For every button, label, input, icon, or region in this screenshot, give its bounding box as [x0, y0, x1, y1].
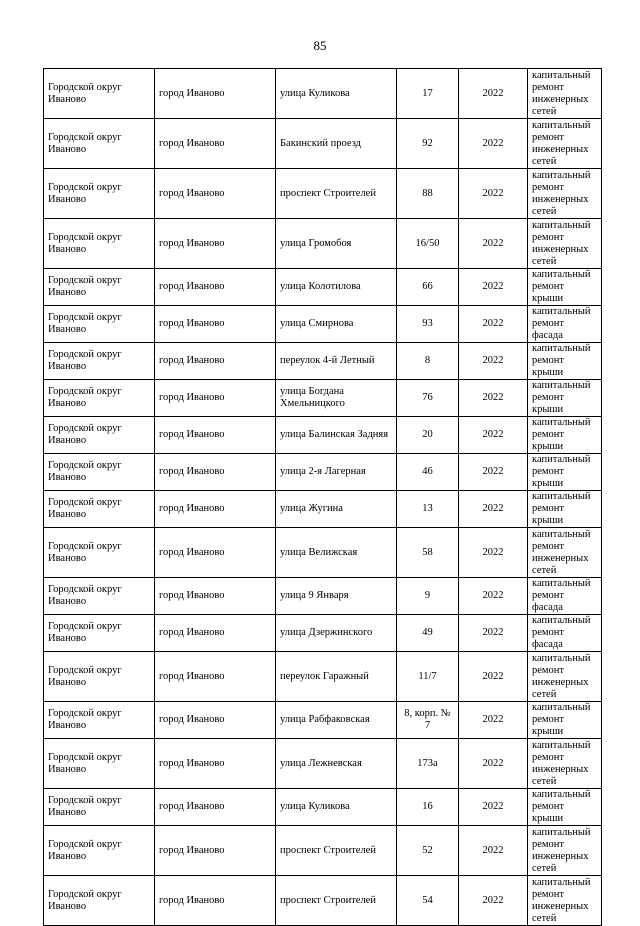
year-cell: 2022: [459, 826, 528, 876]
house-number-cell: 16/50: [397, 219, 459, 269]
street-cell: улица Жугина: [276, 491, 397, 528]
work-type-cell: капитальный ремонт крыши: [528, 702, 602, 739]
settlement-cell: город Иваново: [155, 417, 276, 454]
work-type-cell: капитальный ремонт крыши: [528, 491, 602, 528]
work-type-cell: капитальный ремонт инженерных сетей: [528, 169, 602, 219]
table-row: [44, 578, 602, 615]
house-number-cell: 9: [397, 578, 459, 615]
settlement-cell: город Иваново: [155, 119, 276, 169]
street-cell: улица Куликова: [276, 69, 397, 119]
year-cell: 2022: [459, 417, 528, 454]
house-number-cell: 11/7: [397, 652, 459, 702]
work-type-cell: капитальный ремонт инженерных сетей: [528, 652, 602, 702]
year-cell: 2022: [459, 343, 528, 380]
street-cell: улица Колотилова: [276, 269, 397, 306]
house-number-cell: 58: [397, 528, 459, 578]
municipality-cell: Городской округ Иваново: [44, 219, 155, 269]
work-type-cell: капитальный ремонт крыши: [528, 343, 602, 380]
table-row: [44, 826, 602, 876]
house-number-cell: 17: [397, 69, 459, 119]
house-number-cell: 49: [397, 615, 459, 652]
page-number: 85: [313, 38, 327, 53]
table-row: [44, 739, 602, 789]
municipality-cell: Городской округ Иваново: [44, 380, 155, 417]
table-row: [44, 876, 602, 926]
year-cell: 2022: [459, 789, 528, 826]
street-cell: улица Куликова: [276, 789, 397, 826]
work-type-cell: капитальный ремонт инженерных сетей: [528, 69, 602, 119]
street-cell: улица 9 Января: [276, 578, 397, 615]
settlement-cell: город Иваново: [155, 306, 276, 343]
work-type-cell: капитальный ремонт фасада: [528, 578, 602, 615]
street-cell: переулок 4-й Летный: [276, 343, 397, 380]
settlement-cell: город Иваново: [155, 454, 276, 491]
settlement-cell: город Иваново: [155, 739, 276, 789]
work-type-cell: капитальный ремонт крыши: [528, 269, 602, 306]
house-number-cell: 46: [397, 454, 459, 491]
work-type-cell: капитальный ремонт инженерных сетей: [528, 119, 602, 169]
table-row: [44, 615, 602, 652]
house-number-cell: 8, корп. № 7: [397, 702, 459, 739]
year-cell: 2022: [459, 269, 528, 306]
table-row: [44, 269, 602, 306]
settlement-cell: город Иваново: [155, 343, 276, 380]
table-row: [44, 343, 602, 380]
table-body: [44, 69, 602, 926]
house-number-cell: 16: [397, 789, 459, 826]
municipality-cell: Городской округ Иваново: [44, 826, 155, 876]
settlement-cell: город Иваново: [155, 615, 276, 652]
work-type-cell: капитальный ремонт инженерных сетей: [528, 826, 602, 876]
year-cell: 2022: [459, 491, 528, 528]
house-number-cell: 52: [397, 826, 459, 876]
work-type-cell: капитальный ремонт инженерных сетей: [528, 219, 602, 269]
municipality-cell: Городской округ Иваново: [44, 702, 155, 739]
street-cell: проспект Строителей: [276, 169, 397, 219]
work-type-cell: капитальный ремонт фасада: [528, 615, 602, 652]
year-cell: 2022: [459, 876, 528, 926]
settlement-cell: город Иваново: [155, 876, 276, 926]
table-row: [44, 417, 602, 454]
house-number-cell: 173а: [397, 739, 459, 789]
street-cell: проспект Строителей: [276, 826, 397, 876]
street-cell: улица Рабфаковская: [276, 702, 397, 739]
work-type-cell: капитальный ремонт крыши: [528, 789, 602, 826]
municipality-cell: Городской округ Иваново: [44, 578, 155, 615]
street-cell: улица Богдана Хмельницкого: [276, 380, 397, 417]
table-row: [44, 789, 602, 826]
street-cell: улица Громобоя: [276, 219, 397, 269]
table-row: [44, 219, 602, 269]
year-cell: 2022: [459, 652, 528, 702]
table-row: [44, 491, 602, 528]
street-cell: улица Лежневская: [276, 739, 397, 789]
municipality-cell: Городской округ Иваново: [44, 169, 155, 219]
settlement-cell: город Иваново: [155, 826, 276, 876]
repair-registry-table: [43, 68, 602, 926]
year-cell: 2022: [459, 69, 528, 119]
municipality-cell: Городской округ Иваново: [44, 269, 155, 306]
municipality-cell: Городской округ Иваново: [44, 343, 155, 380]
municipality-cell: Городской округ Иваново: [44, 739, 155, 789]
work-type-cell: капитальный ремонт фасада: [528, 306, 602, 343]
house-number-cell: 76: [397, 380, 459, 417]
settlement-cell: город Иваново: [155, 169, 276, 219]
year-cell: 2022: [459, 528, 528, 578]
year-cell: 2022: [459, 578, 528, 615]
street-cell: проспект Строителей: [276, 876, 397, 926]
table-row: [44, 702, 602, 739]
municipality-cell: Городской округ Иваново: [44, 119, 155, 169]
settlement-cell: город Иваново: [155, 652, 276, 702]
house-number-cell: 13: [397, 491, 459, 528]
settlement-cell: город Иваново: [155, 578, 276, 615]
table-row: [44, 652, 602, 702]
municipality-cell: Городской округ Иваново: [44, 615, 155, 652]
year-cell: 2022: [459, 219, 528, 269]
municipality-cell: Городской округ Иваново: [44, 491, 155, 528]
house-number-cell: 92: [397, 119, 459, 169]
house-number-cell: 8: [397, 343, 459, 380]
municipality-cell: Городской округ Иваново: [44, 306, 155, 343]
house-number-cell: 54: [397, 876, 459, 926]
street-cell: улица Велижская: [276, 528, 397, 578]
work-type-cell: капитальный ремонт крыши: [528, 454, 602, 491]
work-type-cell: капитальный ремонт инженерных сетей: [528, 528, 602, 578]
table-row: [44, 454, 602, 491]
municipality-cell: Городской округ Иваново: [44, 454, 155, 491]
settlement-cell: город Иваново: [155, 69, 276, 119]
municipality-cell: Городской округ Иваново: [44, 789, 155, 826]
work-type-cell: капитальный ремонт крыши: [528, 380, 602, 417]
year-cell: 2022: [459, 380, 528, 417]
house-number-cell: 66: [397, 269, 459, 306]
settlement-cell: город Иваново: [155, 380, 276, 417]
year-cell: 2022: [459, 702, 528, 739]
table-row: [44, 306, 602, 343]
settlement-cell: город Иваново: [155, 789, 276, 826]
year-cell: 2022: [459, 454, 528, 491]
municipality-cell: Городской округ Иваново: [44, 876, 155, 926]
municipality-cell: Городской округ Иваново: [44, 417, 155, 454]
table-row: [44, 528, 602, 578]
street-cell: улица Смирнова: [276, 306, 397, 343]
settlement-cell: город Иваново: [155, 528, 276, 578]
year-cell: 2022: [459, 119, 528, 169]
settlement-cell: город Иваново: [155, 219, 276, 269]
house-number-cell: 88: [397, 169, 459, 219]
settlement-cell: город Иваново: [155, 269, 276, 306]
settlement-cell: город Иваново: [155, 702, 276, 739]
table-row: [44, 69, 602, 119]
house-number-cell: 93: [397, 306, 459, 343]
work-type-cell: капитальный ремонт инженерных сетей: [528, 876, 602, 926]
street-cell: улица Дзержинского: [276, 615, 397, 652]
year-cell: 2022: [459, 306, 528, 343]
year-cell: 2022: [459, 615, 528, 652]
municipality-cell: Городской округ Иваново: [44, 69, 155, 119]
work-type-cell: капитальный ремонт крыши: [528, 417, 602, 454]
street-cell: улица Балинская Задняя: [276, 417, 397, 454]
year-cell: 2022: [459, 169, 528, 219]
table-row: [44, 169, 602, 219]
work-type-cell: капитальный ремонт инженерных сетей: [528, 739, 602, 789]
street-cell: улица 2-я Лагерная: [276, 454, 397, 491]
municipality-cell: Городской округ Иваново: [44, 528, 155, 578]
street-cell: переулок Гаражный: [276, 652, 397, 702]
year-cell: 2022: [459, 739, 528, 789]
table-row: [44, 380, 602, 417]
house-number-cell: 20: [397, 417, 459, 454]
settlement-cell: город Иваново: [155, 491, 276, 528]
municipality-cell: Городской округ Иваново: [44, 652, 155, 702]
table-row: [44, 119, 602, 169]
street-cell: Бакинский проезд: [276, 119, 397, 169]
